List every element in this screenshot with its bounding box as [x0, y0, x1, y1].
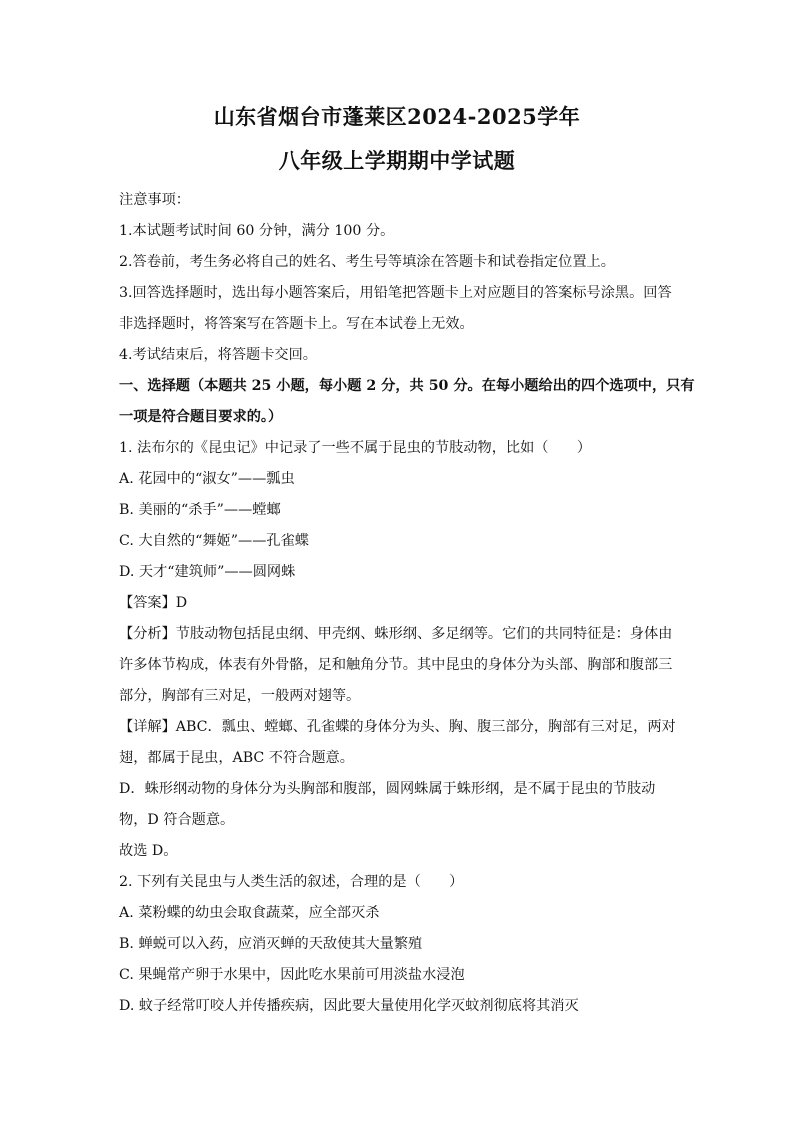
text-line: A. 菜粉蝶的幼虫会取食蔬菜，应全部灭杀: [119, 905, 380, 921]
text-line: A. 花园中的“淑女”——瓢虫: [119, 471, 295, 487]
text-line: B. 美丽的“杀手”——螳螂: [119, 502, 281, 518]
text-line: C. 果蝇常产卵于水果中，因此吃水果前可用淡盐水浸泡: [119, 967, 465, 983]
document-body: [119, 185, 695, 1022]
text-line: 2.答卷前，考生务必将自己的姓名、考生号等填涂在答题卡和试卷指定位置上。: [119, 254, 615, 270]
text-line: 一、选择题（本题共 25 小题，每小题 2 分，共 50 分。在每小题给出的四个选项中，只有: [119, 378, 695, 394]
text-line: 3.回答选择题时，选出每小题答案后，用铅笔把答题卡上对应题目的答案标号涂黑。回答: [119, 285, 672, 301]
text-line: C. 大自然的“舞姬”——孔雀蝶: [119, 533, 309, 549]
text-line: 【详解】ABC．瓢虫、螳螂、孔雀蝶的身体分为头、胸、腹三部分，胸部有三对足，两对: [119, 719, 676, 735]
document-title-line-2: 八年级上学期期中学试题: [278, 148, 516, 173]
document-title-line-1: 山东省烟台市蓬莱区2024-2025学年: [213, 104, 581, 129]
text-line: 1.本试题考试时间 60 分钟，满分 100 分。: [119, 223, 395, 239]
text-line: 翅，都属于昆虫，ABC 不符合题意。: [119, 750, 354, 766]
text-line: 2. 下列有关昆虫与人类生活的叙述，合理的是（ ）: [119, 874, 464, 890]
text-line: 故选 D。: [119, 843, 178, 859]
text-line: D．蛛形纲动物的身体分为头胸部和腹部，圆网蛛属于蛛形纲，是不属于昆虫的节肢动: [119, 781, 656, 797]
text-line: 【答案】D: [119, 595, 188, 611]
text-line: 4.考试结束后，将答题卡交回。: [119, 347, 317, 363]
text-line: D. 蚊子经常叮咬人并传播疾病，因此要大量使用化学灭蚊剂彻底将其消灭: [119, 998, 579, 1014]
text-line: 非选择题时，将答案写在答题卡上。写在本试卷上无效。: [119, 316, 474, 332]
text-line: 1. 法布尔的《昆虫记》中记录了一些不属于昆虫的节肢动物，比如（ ）: [119, 440, 592, 456]
text-line: 一项是符合题目要求的。）: [119, 409, 283, 425]
text-line: 物，D 符合题意。: [119, 812, 235, 828]
text-line: 部分，胸部有三对足，一般两对翅等。: [119, 688, 361, 704]
text-line: 注意事项：: [119, 192, 190, 208]
text-line: 许多体节构成，体表有外骨骼，足和触角分节。其中昆虫的身体分为头部、胸部和腹部三: [119, 657, 673, 673]
text-line: 【分析】节肢动物包括昆虫纲、甲壳纲、蛛形纲、多足纲等。它们的共同特征是：身体由: [119, 626, 673, 642]
text-line: B. 蝉蜕可以入药，应消灭蝉的天敌使其大量繁殖: [119, 936, 423, 952]
text-line: D. 天才“建筑师”——圆网蛛: [119, 564, 296, 580]
